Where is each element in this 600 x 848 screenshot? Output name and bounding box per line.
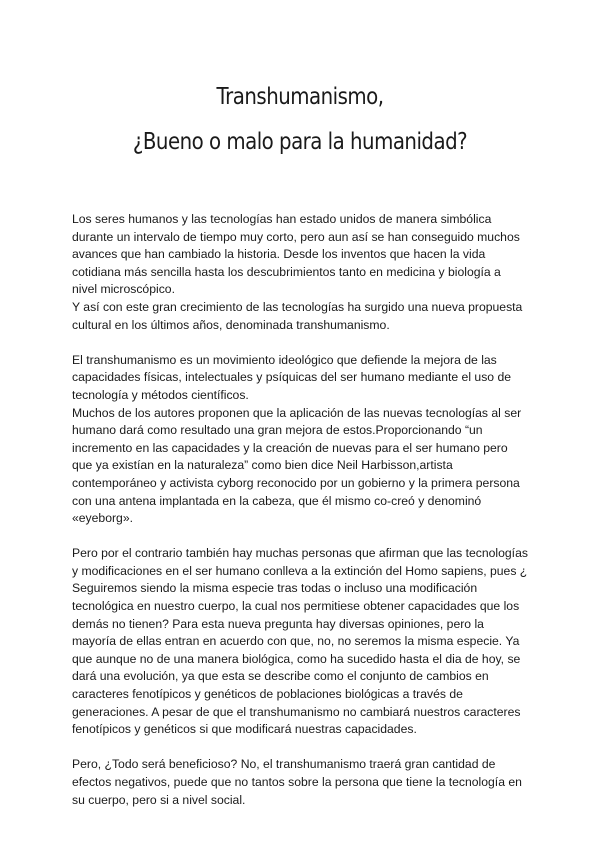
document-title-line-2: ¿Bueno o malo para la humanidad?	[132, 129, 468, 155]
paragraph-counterargument: Pero por el contrario también hay muchas personas que afirman que las tecnologías y modificaciones en el ser humano conlleva a la extinción del Homo sapiens, pues ¿ Seguiremos siendo la misma especie tras todas o incluso una modificación tecnológica en nuestro cuerpo, la cual nos permitiese obtener capacidades que los demás no tienen? Para esta nueva pregunta hay diversas opiniones, pero la mayoría de ellas entran en acuerdo con que, no, no seremos la misma especie. Ya que aunque no de una manera biológica, como ha sucedido hasta el dia de hoy, se dará una evolución, ya que esta se describe como el conjunto de cambios en caracteres fenotípicos y genéticos de poblaciones biológicas a través de generaciones. A pesar de que el transhumanismo no cambiará nuestros caracteres fenotípicos y genéticos si que modificará nuestras capacidades.	[72, 546, 528, 737]
document-body	[72, 211, 532, 827]
paragraph-definition: El transhumanismo es un movimiento ideológico que defiende la mejora de las capacidades físicas, intelectuales y psíquicas del ser humano mediante el uso de tecnología y métodos científicos. Muchos de los autores proponen que la aplicación de las nuevas tecnologías al ser humano dará como resultado una gran mejora de estos.Proporcionando “un incremento en las capacidades y la creación de nuevas para el ser humano pero que ya existían en la naturaleza” como bien dice Neil Harbisson,artista contemporáneo y activista cyborg reconocido por un gobierno y la primera persona con una antena implantada en la cabeza, que él mismo co-creó y denominó «eyeborg».	[72, 352, 522, 526]
paragraph-negative-effects: Pero, ¿Todo será beneficioso? No, el transhumanismo traerá gran cantidad de efectos negativos, puede que no tantos sobre la persona que tiene la tecnología en su cuerpo, pero si a nivel social.	[72, 757, 522, 807]
paragraph-intro: Los seres humanos y las tecnologías han estado unidos de manera simbólica durante un intervalo de tiempo muy corto, pero aun así se han conseguido muchos avances que han cambiado la historia. Desde los inventos que hacen la vida cotidiana más sencilla hasta los descubrimientos tanto en medicina y biología a nivel microscópico. Y así con este gran crecimiento de las tecnologías ha surgido una nueva propuesta cultural en los últimos años, denominada transhumanismo.	[72, 212, 523, 332]
document-title-line-1: Transhumanismo,	[216, 84, 384, 110]
